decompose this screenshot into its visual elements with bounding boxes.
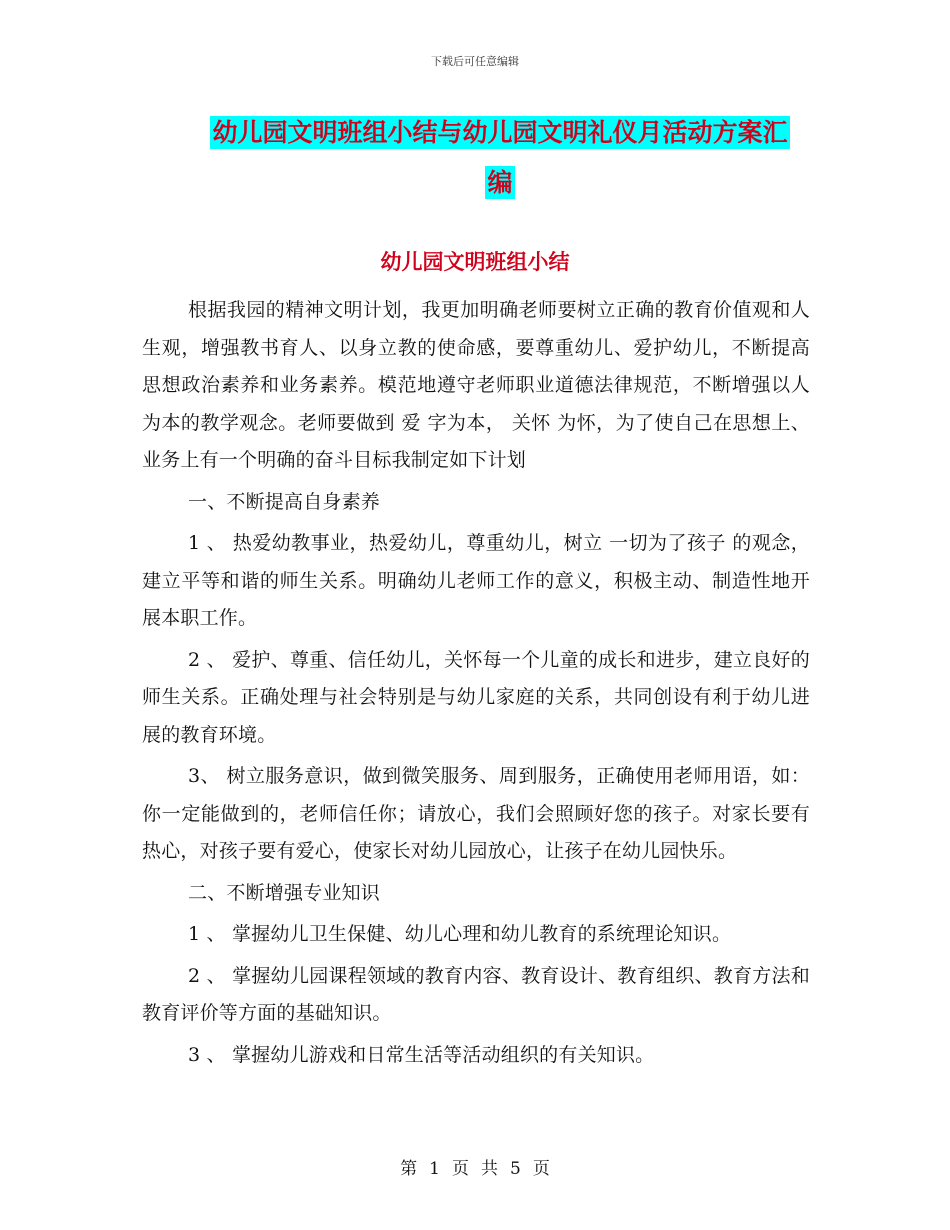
document-body xyxy=(142,292,810,1074)
page-footer xyxy=(0,1154,950,1179)
document-title-line-1: 幼儿园文明班组小结与幼儿园文明礼仪月活动方案汇 xyxy=(212,118,788,147)
heading-one: 一、不断提高自身素养 xyxy=(188,490,381,513)
section-title: 幼儿园文明班组小结 xyxy=(380,250,570,274)
paragraph-item-2-2: 2 、 掌握幼儿园课程领域的教育内容、教育设计、教育组织、教育方法和教育评价等方面的基础知识。 xyxy=(142,964,810,1024)
header-note: 下载后可任意编辑 xyxy=(431,55,519,68)
document-title-line-2: 编 xyxy=(487,168,513,197)
paragraph-item-1-1: 1 、 热爱幼教事业，热爱幼儿，尊重幼儿，树立 一切为了孩子 的观念，建立平等和谐的师生关系。明确幼儿老师工作的意义，积极主动、制造性地开展本职工作。 xyxy=(142,532,810,629)
footer-page-number: 1 xyxy=(429,1159,440,1179)
footer-ye: 页 xyxy=(452,1159,469,1179)
paragraph-item-2-1: 1 、 掌握幼儿卫生保健、幼儿心理和幼儿教育的系统理论知识。 xyxy=(188,923,732,945)
footer-ye-2: 页 xyxy=(532,1159,550,1179)
paragraph-item-2-3: 3 、 掌握幼儿游戏和日常生活等活动组织的有关知识。 xyxy=(188,1043,655,1066)
heading-two: 二、不断增强专业知识 xyxy=(188,881,381,904)
footer-total-pages: 5 xyxy=(510,1159,521,1179)
paragraph-item-1-3: 3、 树立服务意识，做到微笑服务、周到服务，正确使用老师用语，如：你一定能做到的，老师信任你；请放心，我们会照顾好您的孩子。对家长要有热心，对孩子要有爱心，使家长对幼儿园放心，让孩子在幼儿园快乐。 xyxy=(142,765,810,862)
paragraph-item-1-2: 2 、 爱护、尊重、信任幼儿，关怀每一个儿童的成长和进步，建立良好的师生关系。正确处理与社会特别是与幼儿家庭的关系，共同创设有利于幼儿进展的教育环境。 xyxy=(142,648,810,746)
document-title xyxy=(190,108,810,208)
footer-di: 第 xyxy=(400,1159,418,1179)
footer-gong: 共 xyxy=(481,1159,498,1179)
paragraph-intro: 根据我园的精神文明计划，我更加明确老师要树立正确的教育价值观和人生观，增强教书育人、以身立教的使命感，要尊重幼儿、爱护幼儿，不断提高思想政治素养和业务素养。模范地遵守老师职业道德法律规范，不断增强以人为本的教学观念。老师要做到 爱 字为本， 关怀 为怀，为了使自己在思想上、业务上有一个明确的奋斗目标我制定如下计划 xyxy=(142,299,810,471)
